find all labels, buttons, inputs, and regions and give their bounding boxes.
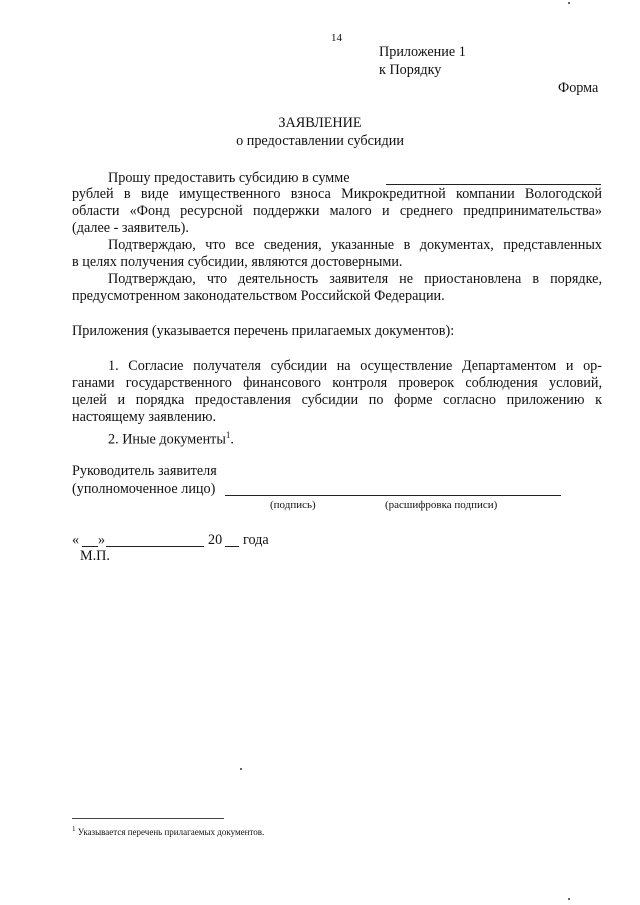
- page-number: 14: [331, 32, 342, 44]
- date-day-field[interactable]: [82, 546, 98, 547]
- stamp-label: М.П.: [80, 548, 110, 564]
- attachments-heading: Приложения (указывается перечень прилагаемых документов):: [72, 323, 455, 339]
- date-close-quote: »: [98, 532, 106, 548]
- scan-speck: [240, 768, 242, 770]
- caption-decoding: (расшифровка подписи): [385, 499, 498, 511]
- signature-line-2: (уполномоченное лицо): [72, 481, 216, 497]
- form-label: Форма: [558, 80, 599, 96]
- date-year-field[interactable]: [225, 546, 239, 547]
- p1-line-4: (далее - заявитель).: [72, 220, 189, 236]
- scan-speck-top: [568, 2, 570, 4]
- item2-text: 2. Иные документы: [108, 431, 226, 448]
- date-month-field[interactable]: [106, 546, 204, 547]
- item2-footnote-mark: 1: [225, 430, 231, 440]
- appendix-line-2: к Порядку: [379, 62, 442, 78]
- subsidy-amount-field[interactable]: [386, 184, 601, 185]
- p1-line-3: области «Фонд ресурсной поддержки малого и среднего предпринимательства»: [72, 203, 602, 219]
- footnote-text: Указывается перечень прилагаемых документов.: [77, 827, 265, 837]
- date-open-quote: «: [72, 532, 80, 548]
- item1-line-4: настоящему заявлению.: [72, 409, 217, 425]
- appendix-line-1: Приложение 1: [379, 44, 466, 60]
- date-year-prefix: 20: [208, 532, 223, 548]
- p2-line-2: в целях получения субсидии, являются достоверными.: [72, 254, 403, 270]
- item1-line-3: целей и порядка предоставления субсидии по форме согласно приложению к: [72, 392, 602, 408]
- document-title: ЗАЯВЛЕНИЕ: [278, 115, 362, 131]
- item2: 2. Иные документы$^1$.: [108, 430, 234, 448]
- p1-line-1: Прошу предоставить субсидию в сумме: [108, 170, 350, 186]
- p1-line-2: рублей в виде имущественного взноса Микрокредитной компании Вологодской: [72, 186, 602, 202]
- footnote-separator: [72, 818, 224, 819]
- p2-line-1: Подтверждаю, что все сведения, указанные в документах, представленных: [108, 237, 602, 253]
- footnote: [72, 824, 264, 838]
- p3-line-2: предусмотренном законодательством Российской Федерации.: [72, 288, 445, 304]
- date-year-suffix: года: [243, 532, 269, 548]
- scan-speck-bottom: [568, 898, 570, 900]
- item1-line-1: 1. Согласие получателя субсидии на осуществление Департаментом и ор-: [108, 358, 602, 374]
- caption-signature: (подпись): [270, 499, 316, 511]
- document-subtitle: о предоставлении субсидии: [236, 133, 404, 149]
- signature-line-1: Руководитель заявителя: [72, 463, 217, 479]
- signature-field[interactable]: [225, 495, 561, 496]
- footnote-mark: 1: [72, 825, 76, 833]
- item1-line-2: ганами государственного финансового контроля проверок соблюдения условий,: [72, 375, 602, 391]
- p3-line-1: Подтверждаю, что деятельность заявителя не приостановлена в порядке,: [108, 271, 602, 287]
